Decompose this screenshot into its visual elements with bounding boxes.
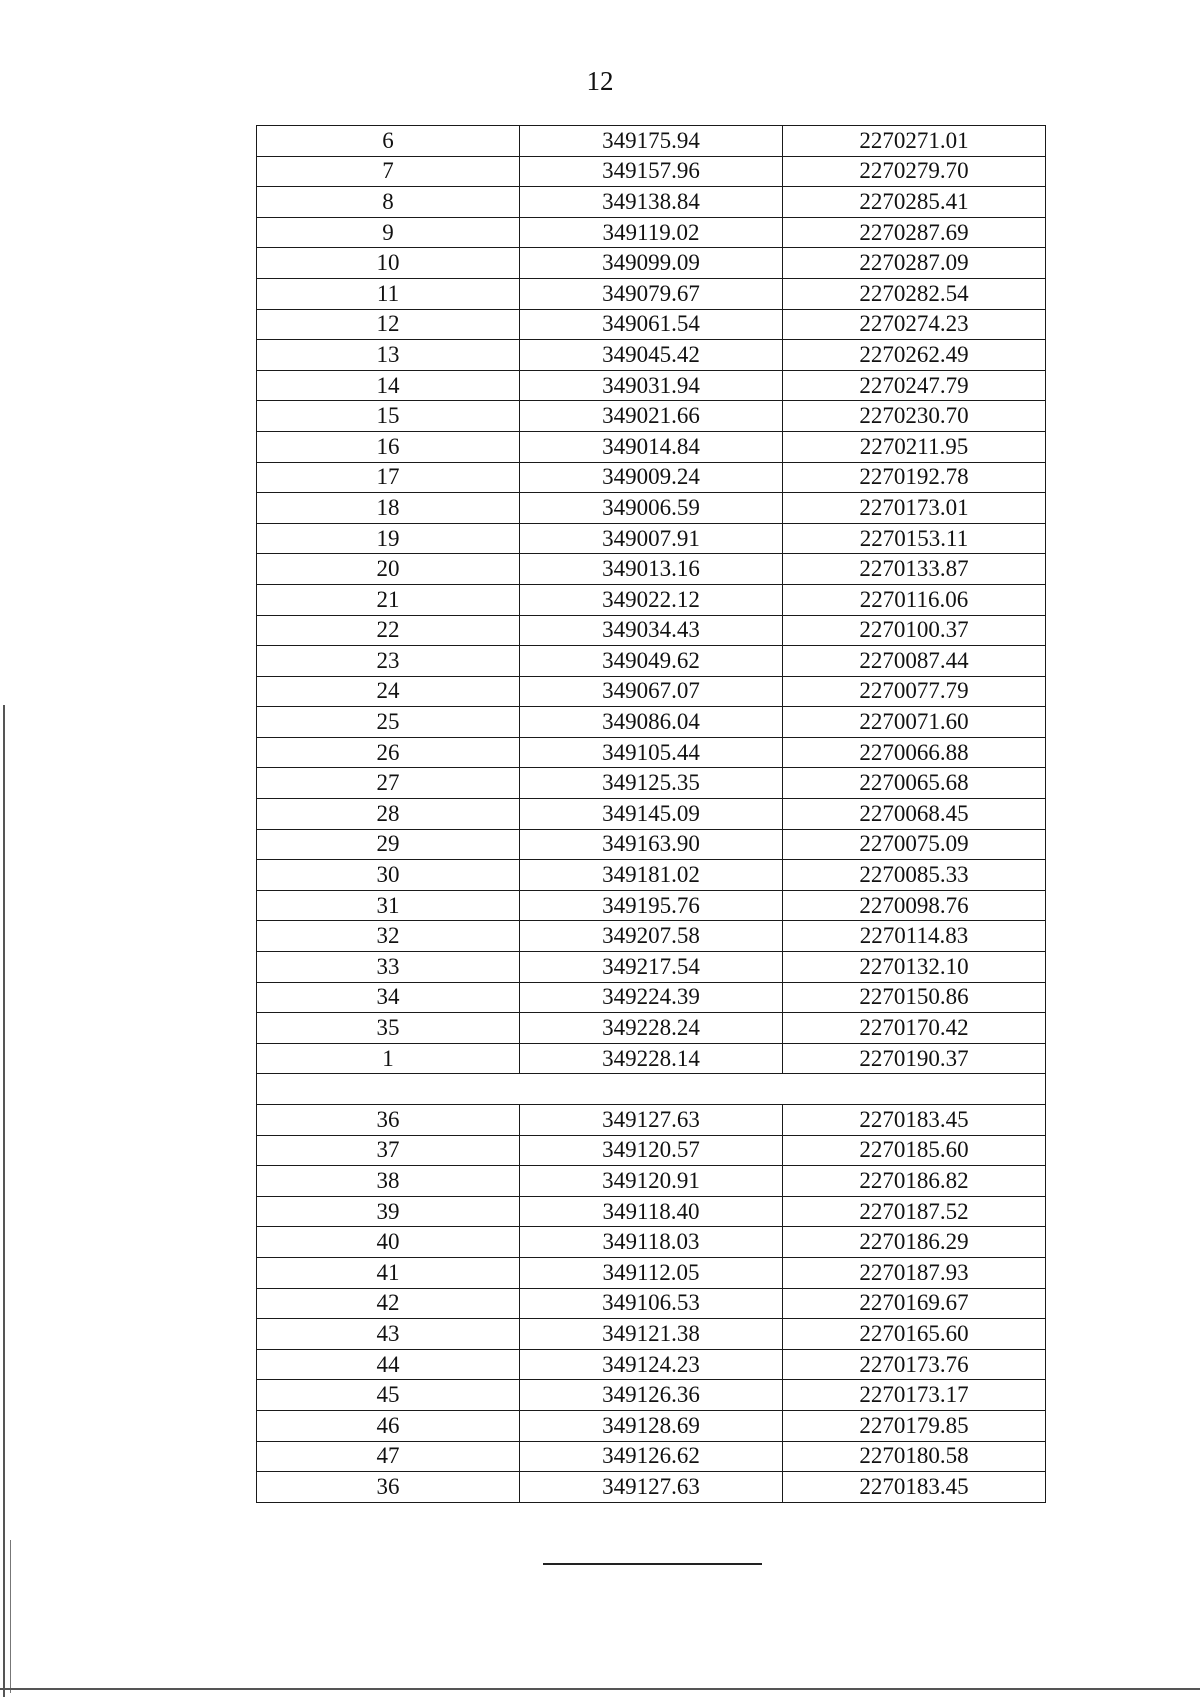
- table-row: [257, 1227, 1046, 1258]
- x-coordinate-cell: 349006.59: [520, 493, 783, 524]
- point-number-cell: 1: [257, 1043, 520, 1074]
- table-row: [257, 1319, 1046, 1350]
- y-coordinate-cell: 2270132.10: [783, 952, 1046, 983]
- y-coordinate-cell: 2270186.29: [783, 1227, 1046, 1258]
- y-coordinate-cell: 2270150.86: [783, 982, 1046, 1013]
- x-coordinate-cell: 349067.07: [520, 676, 783, 707]
- y-coordinate-cell: 2270183.45: [783, 1472, 1046, 1503]
- x-coordinate-cell: 349217.54: [520, 952, 783, 983]
- point-number-cell: 27: [257, 768, 520, 799]
- point-number-cell: 6: [257, 126, 520, 157]
- point-number-cell: 19: [257, 523, 520, 554]
- x-coordinate-cell: 349207.58: [520, 921, 783, 952]
- y-coordinate-cell: 2270282.54: [783, 278, 1046, 309]
- x-coordinate-cell: 349157.96: [520, 156, 783, 187]
- table-row: [257, 126, 1046, 157]
- table-row: [257, 1288, 1046, 1319]
- point-number-cell: 24: [257, 676, 520, 707]
- x-coordinate-cell: 349118.03: [520, 1227, 783, 1258]
- point-number-cell: 10: [257, 248, 520, 279]
- table-row: [257, 1166, 1046, 1197]
- x-coordinate-cell: 349195.76: [520, 890, 783, 921]
- table-row: [257, 890, 1046, 921]
- point-number-cell: 26: [257, 737, 520, 768]
- table-row: [257, 1380, 1046, 1411]
- table-row: [257, 340, 1046, 371]
- x-coordinate-cell: 349112.05: [520, 1257, 783, 1288]
- table-row: [257, 1105, 1046, 1136]
- point-number-cell: 14: [257, 370, 520, 401]
- point-number-cell: 18: [257, 493, 520, 524]
- table-row: [257, 156, 1046, 187]
- y-coordinate-cell: 2270279.70: [783, 156, 1046, 187]
- y-coordinate-cell: 2270100.37: [783, 615, 1046, 646]
- y-coordinate-cell: 2270173.76: [783, 1349, 1046, 1380]
- coordinates-table-body: [257, 126, 1046, 1503]
- point-number-cell: 36: [257, 1105, 520, 1136]
- scan-edge-line: [10, 1540, 11, 1693]
- table-row: [257, 829, 1046, 860]
- y-coordinate-cell: 2270192.78: [783, 462, 1046, 493]
- point-number-cell: 29: [257, 829, 520, 860]
- coordinates-table: [256, 125, 1046, 1503]
- point-number-cell: 46: [257, 1410, 520, 1441]
- point-number-cell: 42: [257, 1288, 520, 1319]
- y-coordinate-cell: 2270116.06: [783, 584, 1046, 615]
- table-row: [257, 1257, 1046, 1288]
- x-coordinate-cell: 349228.24: [520, 1013, 783, 1044]
- x-coordinate-cell: 349120.91: [520, 1166, 783, 1197]
- point-number-cell: 7: [257, 156, 520, 187]
- x-coordinate-cell: 349007.91: [520, 523, 783, 554]
- separator-cell: [257, 1074, 1046, 1105]
- table-row: [257, 217, 1046, 248]
- y-coordinate-cell: 2270187.52: [783, 1196, 1046, 1227]
- y-coordinate-cell: 2270170.42: [783, 1013, 1046, 1044]
- scan-edge-line: [0, 1688, 1200, 1690]
- y-coordinate-cell: 2270153.11: [783, 523, 1046, 554]
- table-row: [257, 1135, 1046, 1166]
- x-coordinate-cell: 349126.62: [520, 1441, 783, 1472]
- point-number-cell: 20: [257, 554, 520, 585]
- table-row: [257, 248, 1046, 279]
- x-coordinate-cell: 349138.84: [520, 187, 783, 218]
- x-coordinate-cell: 349126.36: [520, 1380, 783, 1411]
- point-number-cell: 32: [257, 921, 520, 952]
- x-coordinate-cell: 349099.09: [520, 248, 783, 279]
- page-number: 12: [586, 66, 614, 96]
- x-coordinate-cell: 349086.04: [520, 707, 783, 738]
- table-row: [257, 1410, 1046, 1441]
- x-coordinate-cell: 349014.84: [520, 431, 783, 462]
- table-row: [257, 1013, 1046, 1044]
- point-number-cell: 43: [257, 1319, 520, 1350]
- x-coordinate-cell: 349121.38: [520, 1319, 783, 1350]
- y-coordinate-cell: 2270183.45: [783, 1105, 1046, 1136]
- y-coordinate-cell: 2270285.41: [783, 187, 1046, 218]
- y-coordinate-cell: 2270211.95: [783, 431, 1046, 462]
- point-number-cell: 47: [257, 1441, 520, 1472]
- table-row: [257, 370, 1046, 401]
- y-coordinate-cell: 2270098.76: [783, 890, 1046, 921]
- point-number-cell: 33: [257, 952, 520, 983]
- footnote-rule: [543, 1563, 762, 1565]
- table-row: [257, 615, 1046, 646]
- point-number-cell: 8: [257, 187, 520, 218]
- table-row: [257, 768, 1046, 799]
- point-number-cell: 40: [257, 1227, 520, 1258]
- x-coordinate-cell: 349049.62: [520, 646, 783, 677]
- table-row: [257, 309, 1046, 340]
- table-row: [257, 431, 1046, 462]
- point-number-cell: 39: [257, 1196, 520, 1227]
- table-row: [257, 523, 1046, 554]
- y-coordinate-cell: 2270169.67: [783, 1288, 1046, 1319]
- table-row: [257, 799, 1046, 830]
- point-number-cell: 13: [257, 340, 520, 371]
- point-number-cell: 28: [257, 799, 520, 830]
- table-row: [257, 982, 1046, 1013]
- table-row: [257, 462, 1046, 493]
- x-coordinate-cell: 349128.69: [520, 1410, 783, 1441]
- y-coordinate-cell: 2270085.33: [783, 860, 1046, 891]
- table-row: [257, 707, 1046, 738]
- x-coordinate-cell: 349106.53: [520, 1288, 783, 1319]
- y-coordinate-cell: 2270071.60: [783, 707, 1046, 738]
- table-row: [257, 952, 1046, 983]
- y-coordinate-cell: 2270287.09: [783, 248, 1046, 279]
- x-coordinate-cell: 349021.66: [520, 401, 783, 432]
- x-coordinate-cell: 349061.54: [520, 309, 783, 340]
- table-row: [257, 1196, 1046, 1227]
- table-row: [257, 187, 1046, 218]
- y-coordinate-cell: 2270075.09: [783, 829, 1046, 860]
- point-number-cell: 41: [257, 1257, 520, 1288]
- table-row: [257, 676, 1046, 707]
- table-row: [257, 1472, 1046, 1503]
- y-coordinate-cell: 2270274.23: [783, 309, 1046, 340]
- y-coordinate-cell: 2270165.60: [783, 1319, 1046, 1350]
- y-coordinate-cell: 2270173.01: [783, 493, 1046, 524]
- y-coordinate-cell: 2270068.45: [783, 799, 1046, 830]
- y-coordinate-cell: 2270114.83: [783, 921, 1046, 952]
- x-coordinate-cell: 349031.94: [520, 370, 783, 401]
- y-coordinate-cell: 2270186.82: [783, 1166, 1046, 1197]
- y-coordinate-cell: 2270066.88: [783, 737, 1046, 768]
- table-row: [257, 1349, 1046, 1380]
- point-number-cell: 15: [257, 401, 520, 432]
- table-row: [257, 737, 1046, 768]
- y-coordinate-cell: 2270262.49: [783, 340, 1046, 371]
- y-coordinate-cell: 2270230.70: [783, 401, 1046, 432]
- table-row: [257, 584, 1046, 615]
- y-coordinate-cell: 2270271.01: [783, 126, 1046, 157]
- point-number-cell: 16: [257, 431, 520, 462]
- point-number-cell: 21: [257, 584, 520, 615]
- x-coordinate-cell: 349163.90: [520, 829, 783, 860]
- x-coordinate-cell: 349105.44: [520, 737, 783, 768]
- table-row: [257, 921, 1046, 952]
- x-coordinate-cell: 349009.24: [520, 462, 783, 493]
- point-number-cell: 31: [257, 890, 520, 921]
- y-coordinate-cell: 2270185.60: [783, 1135, 1046, 1166]
- table-row: [257, 1043, 1046, 1074]
- x-coordinate-cell: 349145.09: [520, 799, 783, 830]
- y-coordinate-cell: 2270247.79: [783, 370, 1046, 401]
- y-coordinate-cell: 2270133.87: [783, 554, 1046, 585]
- point-number-cell: 9: [257, 217, 520, 248]
- y-coordinate-cell: 2270187.93: [783, 1257, 1046, 1288]
- x-coordinate-cell: 349119.02: [520, 217, 783, 248]
- point-number-cell: 34: [257, 982, 520, 1013]
- point-number-cell: 37: [257, 1135, 520, 1166]
- scan-edge-line: [3, 705, 5, 1697]
- x-coordinate-cell: 349175.94: [520, 126, 783, 157]
- x-coordinate-cell: 349224.39: [520, 982, 783, 1013]
- x-coordinate-cell: 349127.63: [520, 1105, 783, 1136]
- x-coordinate-cell: 349181.02: [520, 860, 783, 891]
- point-number-cell: 12: [257, 309, 520, 340]
- y-coordinate-cell: 2270087.44: [783, 646, 1046, 677]
- x-coordinate-cell: 349013.16: [520, 554, 783, 585]
- y-coordinate-cell: 2270179.85: [783, 1410, 1046, 1441]
- table-row: [257, 646, 1046, 677]
- x-coordinate-cell: 349079.67: [520, 278, 783, 309]
- point-number-cell: 25: [257, 707, 520, 738]
- x-coordinate-cell: 349124.23: [520, 1349, 783, 1380]
- point-number-cell: 36: [257, 1472, 520, 1503]
- y-coordinate-cell: 2270180.58: [783, 1441, 1046, 1472]
- table-row: [257, 1441, 1046, 1472]
- table-row: [257, 554, 1046, 585]
- x-coordinate-cell: 349127.63: [520, 1472, 783, 1503]
- x-coordinate-cell: 349120.57: [520, 1135, 783, 1166]
- table-row: [257, 278, 1046, 309]
- y-coordinate-cell: 2270287.69: [783, 217, 1046, 248]
- point-number-cell: 11: [257, 278, 520, 309]
- x-coordinate-cell: 349045.42: [520, 340, 783, 371]
- x-coordinate-cell: 349125.35: [520, 768, 783, 799]
- table-row: [257, 493, 1046, 524]
- table-row: [257, 401, 1046, 432]
- point-number-cell: 30: [257, 860, 520, 891]
- point-number-cell: 35: [257, 1013, 520, 1044]
- x-coordinate-cell: 349118.40: [520, 1196, 783, 1227]
- point-number-cell: 23: [257, 646, 520, 677]
- point-number-cell: 44: [257, 1349, 520, 1380]
- table-row: [257, 860, 1046, 891]
- point-number-cell: 45: [257, 1380, 520, 1411]
- x-coordinate-cell: 349022.12: [520, 584, 783, 615]
- point-number-cell: 17: [257, 462, 520, 493]
- y-coordinate-cell: 2270190.37: [783, 1043, 1046, 1074]
- y-coordinate-cell: 2270077.79: [783, 676, 1046, 707]
- y-coordinate-cell: 2270065.68: [783, 768, 1046, 799]
- table-separator-row: [257, 1074, 1046, 1105]
- point-number-cell: 22: [257, 615, 520, 646]
- x-coordinate-cell: 349228.14: [520, 1043, 783, 1074]
- point-number-cell: 38: [257, 1166, 520, 1197]
- x-coordinate-cell: 349034.43: [520, 615, 783, 646]
- y-coordinate-cell: 2270173.17: [783, 1380, 1046, 1411]
